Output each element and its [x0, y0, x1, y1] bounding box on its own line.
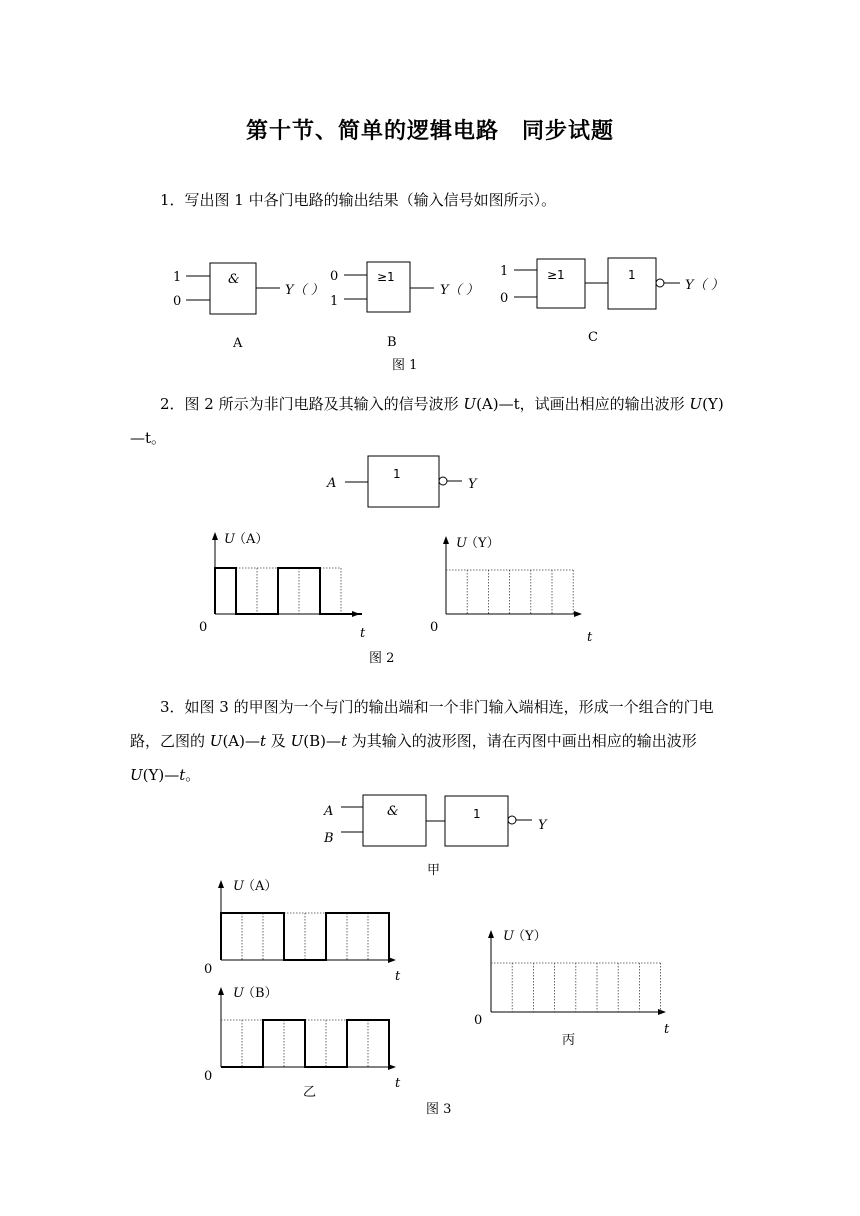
gate-b-input-1: 0: [330, 269, 339, 284]
gate-a-symbol: &: [228, 272, 240, 287]
y-axis-arrow: [218, 880, 224, 888]
gate-a-and: [173, 263, 324, 351]
q3-text-a: 3．如图 3 的甲图为一个与门的输出端和一个非门输入端相连，形成一个组合的门电路，乙图的: [130, 698, 714, 750]
gate-c-nor: [500, 258, 724, 345]
fig2-wave-a-t: t: [360, 626, 366, 641]
fig3-wave-a-origin: 0: [204, 962, 213, 977]
fig2-wave-a-label: （A）: [233, 532, 269, 547]
figure-3-circuit: [323, 795, 548, 878]
fig2-wave-y-origin: 0: [430, 620, 439, 635]
fig3-wave-b-u: U: [233, 986, 244, 1001]
waveform: [215, 568, 362, 614]
gate-a-input-2: 0: [173, 294, 182, 309]
q3-u2: U: [290, 732, 304, 750]
q3-text-d: (B)—: [303, 732, 341, 750]
question-2-text: [130, 387, 730, 455]
fig3-wave-y-t: t: [664, 1022, 670, 1037]
waveform: [221, 1020, 389, 1067]
y-axis-arrow: [218, 987, 224, 995]
fig2-wave-a-origin: 0: [199, 620, 208, 635]
fig3-wave-a-u: U: [233, 879, 244, 894]
gate-b-caption: B: [387, 335, 397, 350]
fig3-and-symbol: &: [387, 804, 399, 819]
fig3-caption-bing: 丙: [562, 1033, 576, 1048]
question-1-stem: 1．写出图 1 中各门电路的输出结果（输入信号如图所示）。: [160, 191, 557, 209]
q3-text-f: (Y)—: [142, 766, 180, 784]
q2-text-b: (A)—t，试画出相应的输出波形: [476, 395, 690, 413]
gate-a-caption: A: [233, 336, 243, 351]
gate-c-input-2: 0: [500, 291, 509, 306]
fig3-not-symbol: 1: [473, 807, 481, 821]
q3-t1: t: [259, 732, 267, 750]
fig3-wave-a-t: t: [395, 969, 401, 984]
y-axis-arrow: [212, 532, 218, 540]
fig3-input-a: A: [324, 804, 334, 819]
question-3-text: [130, 690, 730, 792]
gate-a-input-1: 1: [173, 270, 182, 285]
fig3-wave-y-origin: 0: [474, 1013, 483, 1028]
y-axis-arrow: [488, 930, 494, 938]
gate-a-output: Y（ ）: [285, 283, 324, 298]
fig2-gate-symbol: 1: [393, 467, 401, 481]
fig2-gate-output: Y: [468, 477, 477, 492]
fig3-input-b: B: [324, 831, 334, 846]
gate-c-symbol-1: ≥1: [547, 268, 565, 282]
fig2-wave-y-u: U: [456, 536, 467, 551]
fig3-wave-b-label: （B）: [242, 986, 278, 1001]
figure-1-caption: 图 1: [392, 358, 418, 373]
q3-u3: U: [130, 766, 143, 784]
q3-text-b: (A)—: [222, 732, 260, 750]
fig2-wave-y-t: t: [587, 630, 593, 645]
q3-text-e: 为其输入的波形图，请在丙图中画出相应的输出波形: [346, 732, 697, 750]
x-axis-arrow: [574, 611, 582, 617]
q2-text-c: (Y)—t。: [130, 395, 724, 447]
gate-c-caption: C: [588, 330, 598, 345]
q3-t3: t: [179, 766, 186, 784]
fig3-wave-b-t: t: [395, 1076, 401, 1091]
q3-t2: t: [340, 732, 347, 750]
gate-b-symbol: ≥1: [377, 270, 395, 284]
gate-c-input-1: 1: [500, 264, 509, 279]
q2-u-a: U: [463, 395, 477, 413]
figure-3-caption: 图 3: [426, 1102, 452, 1117]
x-axis-arrow: [658, 1009, 666, 1015]
figure-2-caption: 图 2: [369, 651, 395, 666]
q3-text-c: 及: [266, 732, 291, 750]
fig2-gate-input: A: [327, 476, 337, 491]
figure-2-not-gate: [326, 456, 478, 507]
fig3-caption-yi: 乙: [303, 1085, 317, 1100]
q2-u-y: U: [689, 395, 703, 413]
fig2-wave-y-label: （Y）: [465, 536, 500, 551]
gate-c-output: Y（ ）: [685, 278, 724, 293]
fig3-wave-a-label: （A）: [242, 879, 278, 894]
fig3-wave-y-label: （Y）: [512, 929, 547, 944]
q2-text-a: 2．图 2 所示为非门电路及其输入的信号波形: [160, 395, 464, 413]
gate-b-output: Y（ ）: [440, 283, 479, 298]
q3-u1: U: [209, 732, 223, 750]
q3-text-g: 。: [185, 766, 201, 784]
gate-b-input-2: 1: [330, 294, 339, 309]
fig3-caption-jia: 甲: [427, 863, 441, 878]
fig3-output: Y: [538, 818, 547, 833]
gate-c-symbol-2: 1: [628, 268, 636, 282]
gate-b-or: [330, 262, 479, 350]
fig3-wave-b-origin: 0: [204, 1069, 213, 1084]
fig3-wave-y-u: U: [503, 929, 514, 944]
page-title: 第十节、简单的逻辑电路 同步试题: [245, 119, 614, 144]
y-axis-arrow: [443, 536, 449, 544]
fig2-wave-a-u: U: [224, 532, 235, 547]
